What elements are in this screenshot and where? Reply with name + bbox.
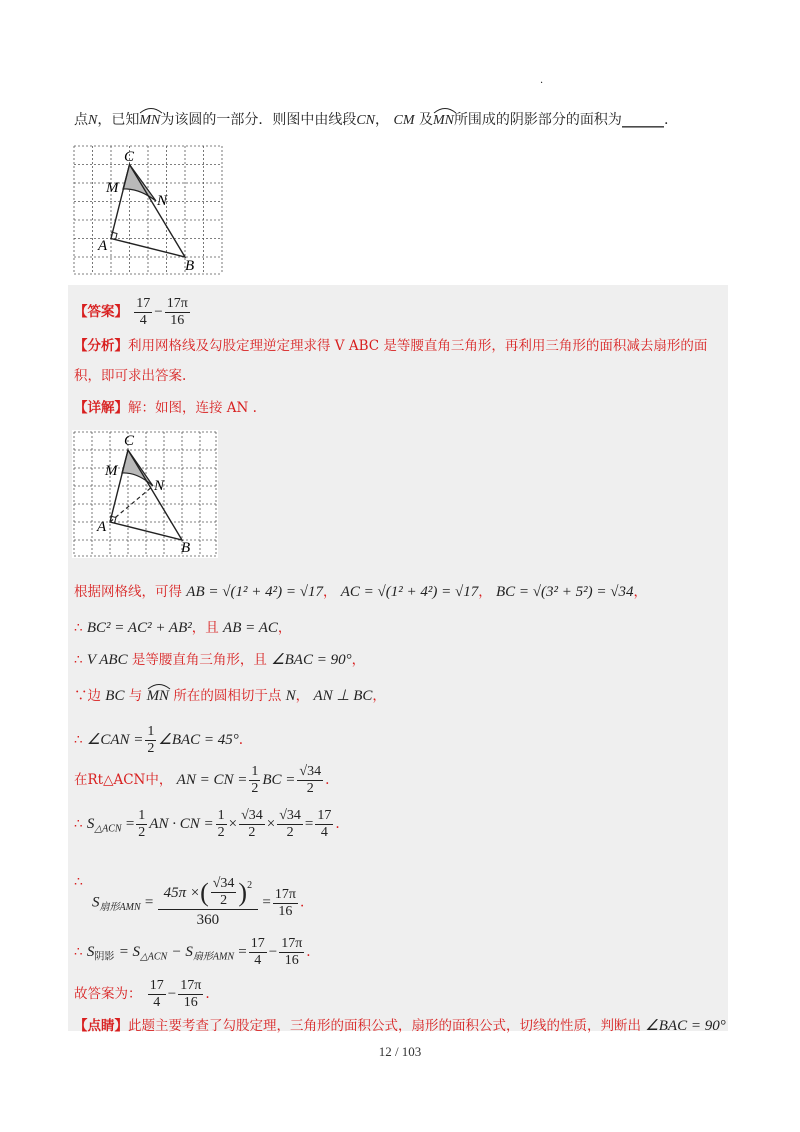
therefore-symbol: ∴ (74, 816, 83, 832)
because-lead: ∵边 (74, 688, 101, 704)
num: 17 (250, 936, 265, 951)
num: 17 (317, 808, 332, 823)
top-dot: · (540, 78, 544, 89)
s-sub: 扇形AMN (192, 951, 234, 963)
sector-den: 360 (196, 912, 220, 928)
figure-2 (72, 430, 218, 558)
den: 4 (320, 825, 328, 840)
sep: ， (351, 652, 366, 668)
minus: − (268, 944, 278, 960)
frac (249, 936, 267, 969)
minus: − (167, 986, 177, 1002)
frac (273, 887, 298, 920)
step-1 (74, 582, 647, 602)
q-blank: ______ (621, 112, 664, 128)
sector-num (158, 876, 258, 910)
period: . (238, 732, 244, 748)
eq: = (304, 816, 314, 832)
sep: ， (372, 688, 386, 704)
den: 2 (220, 893, 228, 908)
detail-text: 解：如图，连接 AN . (128, 400, 257, 416)
step-9 (74, 936, 311, 969)
eq-ab: AB = √(1² + 4²) = √17 (186, 584, 323, 600)
label-n: N (154, 478, 165, 494)
tri-abc: V ABC (86, 652, 128, 668)
therefore-symbol: ∴ (74, 620, 83, 636)
figure-2-bg (72, 430, 218, 558)
num: 1 (251, 764, 259, 779)
label-m: M (106, 180, 119, 196)
eq-ac: AC = √(1² + 4²) = √17 (340, 584, 479, 600)
period: . (205, 986, 210, 1002)
num: √34 (279, 808, 301, 823)
num: 1 (217, 808, 225, 823)
den: 2 (217, 825, 225, 840)
detail-line (74, 398, 257, 418)
eq: = (144, 894, 154, 911)
den: 4 (139, 313, 147, 328)
analysis-text-1: 利用网格线及勾股定理逆定理求得 V ABC 是等腰直角三角形，再利用三角形的面积减去扇形的面 (128, 338, 708, 354)
eq-pythag: BC² = AC² + AB² (86, 620, 192, 636)
den: 16 (284, 953, 299, 968)
frac (277, 808, 303, 841)
comment-tag: 【点睛】 (74, 1018, 128, 1034)
step-8 (92, 876, 304, 930)
therefore-symbol: ∴ (74, 652, 83, 668)
question-text (74, 110, 668, 131)
step-2 (74, 618, 291, 638)
answer-line (74, 296, 192, 329)
s-sub: 扇形AMN (99, 902, 141, 914)
step-1-lead: 根据网格线，可得 (74, 584, 182, 600)
therefore-symbol: ∴ (74, 944, 83, 960)
s-sub: △ACN (94, 823, 122, 835)
den: 2 (248, 825, 256, 840)
answer-frac-2 (165, 296, 190, 329)
frac (239, 808, 265, 841)
num-a: 45π × (163, 884, 201, 901)
frac (136, 808, 147, 841)
period: . (306, 944, 311, 960)
step-7 (74, 808, 340, 841)
point-n: N (285, 688, 296, 704)
frac (279, 936, 304, 969)
bc: BC = (262, 772, 296, 788)
num: 17 (149, 978, 164, 993)
lparen: ( (200, 877, 209, 907)
analysis-text-2: 积，即可求出答案. (74, 368, 187, 384)
eq: = (238, 944, 247, 960)
sep: ， (295, 688, 310, 704)
step-6 (74, 764, 329, 797)
in-rt-triangle: 在Rt△ACN中， (74, 772, 173, 788)
comment-angle: ∠BAC = 90° (645, 1018, 726, 1034)
eq-bc: BC = √(3² + 5²) = √34 (496, 584, 634, 600)
num: √34 (212, 876, 235, 891)
eq-ab-ac: AB = AC (223, 620, 278, 636)
step-4 (74, 686, 386, 706)
q-t3: 为该圆的一部分．则图中由线段 (160, 112, 357, 128)
therefore-symbol: ∴ (74, 732, 83, 748)
sep: ， (277, 620, 292, 636)
step-3 (74, 650, 365, 670)
tangent-text: 所在的圆相切于点 (173, 688, 282, 704)
frac-root34 (297, 764, 323, 797)
angle-bac-45: ∠BAC = 45° (158, 732, 239, 748)
den: 16 (183, 995, 198, 1010)
den: 2 (251, 781, 259, 796)
analysis-line-2 (74, 366, 186, 386)
arc-symbol-icon (147, 682, 171, 690)
analysis-tag: 【分析】 (74, 338, 128, 354)
den: 4 (254, 953, 262, 968)
step-5 (74, 724, 243, 757)
num: 17π (166, 296, 188, 311)
frac (211, 876, 237, 909)
label-c: C (124, 433, 135, 449)
perp-an-bc: AN ⊥ BC (313, 688, 373, 704)
num: √34 (241, 808, 263, 823)
grid-lines (74, 146, 222, 274)
step-2-mid: ，且 (191, 620, 219, 636)
period: . (299, 894, 305, 911)
period: . (325, 772, 330, 788)
times: × (228, 816, 238, 832)
angle-can: ∠CAN = (86, 732, 144, 748)
analysis-line-1 (74, 336, 707, 356)
detail-tag: 【详解】 (74, 400, 128, 416)
frac-half (249, 764, 260, 797)
label-b: B (185, 258, 195, 274)
num: 17π (274, 886, 296, 902)
period: . (335, 816, 340, 832)
num: 1 (147, 724, 155, 739)
frac (216, 808, 227, 841)
eq: = (125, 816, 135, 832)
sep: ， (322, 584, 337, 600)
label-a: A (98, 238, 108, 254)
q-arc-mn2 (433, 111, 454, 131)
frac-half (145, 724, 156, 757)
answer-tag: 【答案】 (74, 304, 128, 320)
step-3-mid: 是等腰直角三角形，且 (131, 652, 267, 668)
den: 16 (170, 313, 185, 328)
figure-1 (72, 144, 224, 276)
eq-s: = S (118, 944, 141, 960)
s-symbol: S (92, 894, 100, 911)
s-sub: 阴影 (94, 951, 115, 963)
num: 17π (281, 936, 303, 951)
sep: ， (633, 584, 647, 600)
den: 2 (147, 741, 155, 756)
arc-mn (147, 686, 170, 706)
sep: ， (478, 584, 492, 600)
power: 2 (247, 880, 253, 891)
q-t1: 点 (74, 112, 88, 128)
label-n: N (157, 193, 168, 209)
minus: − (154, 304, 163, 320)
label-m: M (105, 463, 118, 479)
eq: = (262, 894, 271, 911)
s-symbol: S (86, 944, 95, 960)
sector-fraction (158, 876, 258, 930)
q-t2: ，已知 (97, 112, 140, 128)
q-arc-mn (139, 111, 160, 131)
q-t6: 所围成的阴影部分的面积为 (453, 112, 622, 128)
frac (178, 978, 203, 1011)
and-text: 与 (128, 688, 143, 704)
rparen: ) (238, 877, 248, 907)
arc-symbol-icon (433, 106, 457, 114)
angle-bac: ∠BAC = 90° (271, 652, 352, 668)
frac (148, 978, 166, 1011)
minus-s: − S (171, 944, 193, 960)
comment-line (74, 1016, 726, 1036)
label-b: B (181, 540, 191, 556)
q-t7: . (663, 112, 669, 128)
arc-symbol-icon (139, 106, 163, 114)
q-t4: ， (375, 112, 390, 128)
page-number: 12 / 103 (378, 1044, 422, 1059)
num: 17 (136, 296, 151, 311)
num: 1 (138, 808, 146, 823)
answer-frac-1 (134, 296, 152, 329)
q-n: N (88, 113, 98, 128)
step-10 (74, 978, 210, 1011)
seg-bc: BC (105, 688, 125, 704)
an-cn-product: AN · CN = (149, 816, 214, 832)
step-8-therefore: ∴ (74, 874, 83, 890)
label-c: C (124, 149, 135, 165)
num: √34 (299, 764, 322, 779)
times: × (266, 816, 276, 832)
den: 4 (153, 995, 161, 1010)
q-cm: CM (393, 113, 415, 128)
q-mn2: MN (432, 113, 454, 128)
num: 17π (180, 978, 202, 993)
q-t5: 及 (418, 112, 433, 128)
den: 2 (286, 825, 294, 840)
s-symbol: S (86, 816, 95, 832)
frac (315, 808, 333, 841)
den: 2 (306, 781, 314, 796)
comment-text: 此题主要考查了勾股定理，三角形的面积公式，扇形的面积公式，切线的性质，判断出 (128, 1018, 641, 1034)
label-a: A (97, 519, 107, 535)
den: 16 (278, 903, 293, 919)
q-cn: CN (356, 113, 376, 128)
mn: MN (146, 688, 170, 704)
an-cn: AN = CN = (176, 772, 248, 788)
den: 2 (138, 825, 146, 840)
final-answer-lead: 故答案为： (74, 986, 142, 1002)
s-sub: △ACN (140, 951, 168, 963)
q-mn: MN (139, 113, 161, 128)
